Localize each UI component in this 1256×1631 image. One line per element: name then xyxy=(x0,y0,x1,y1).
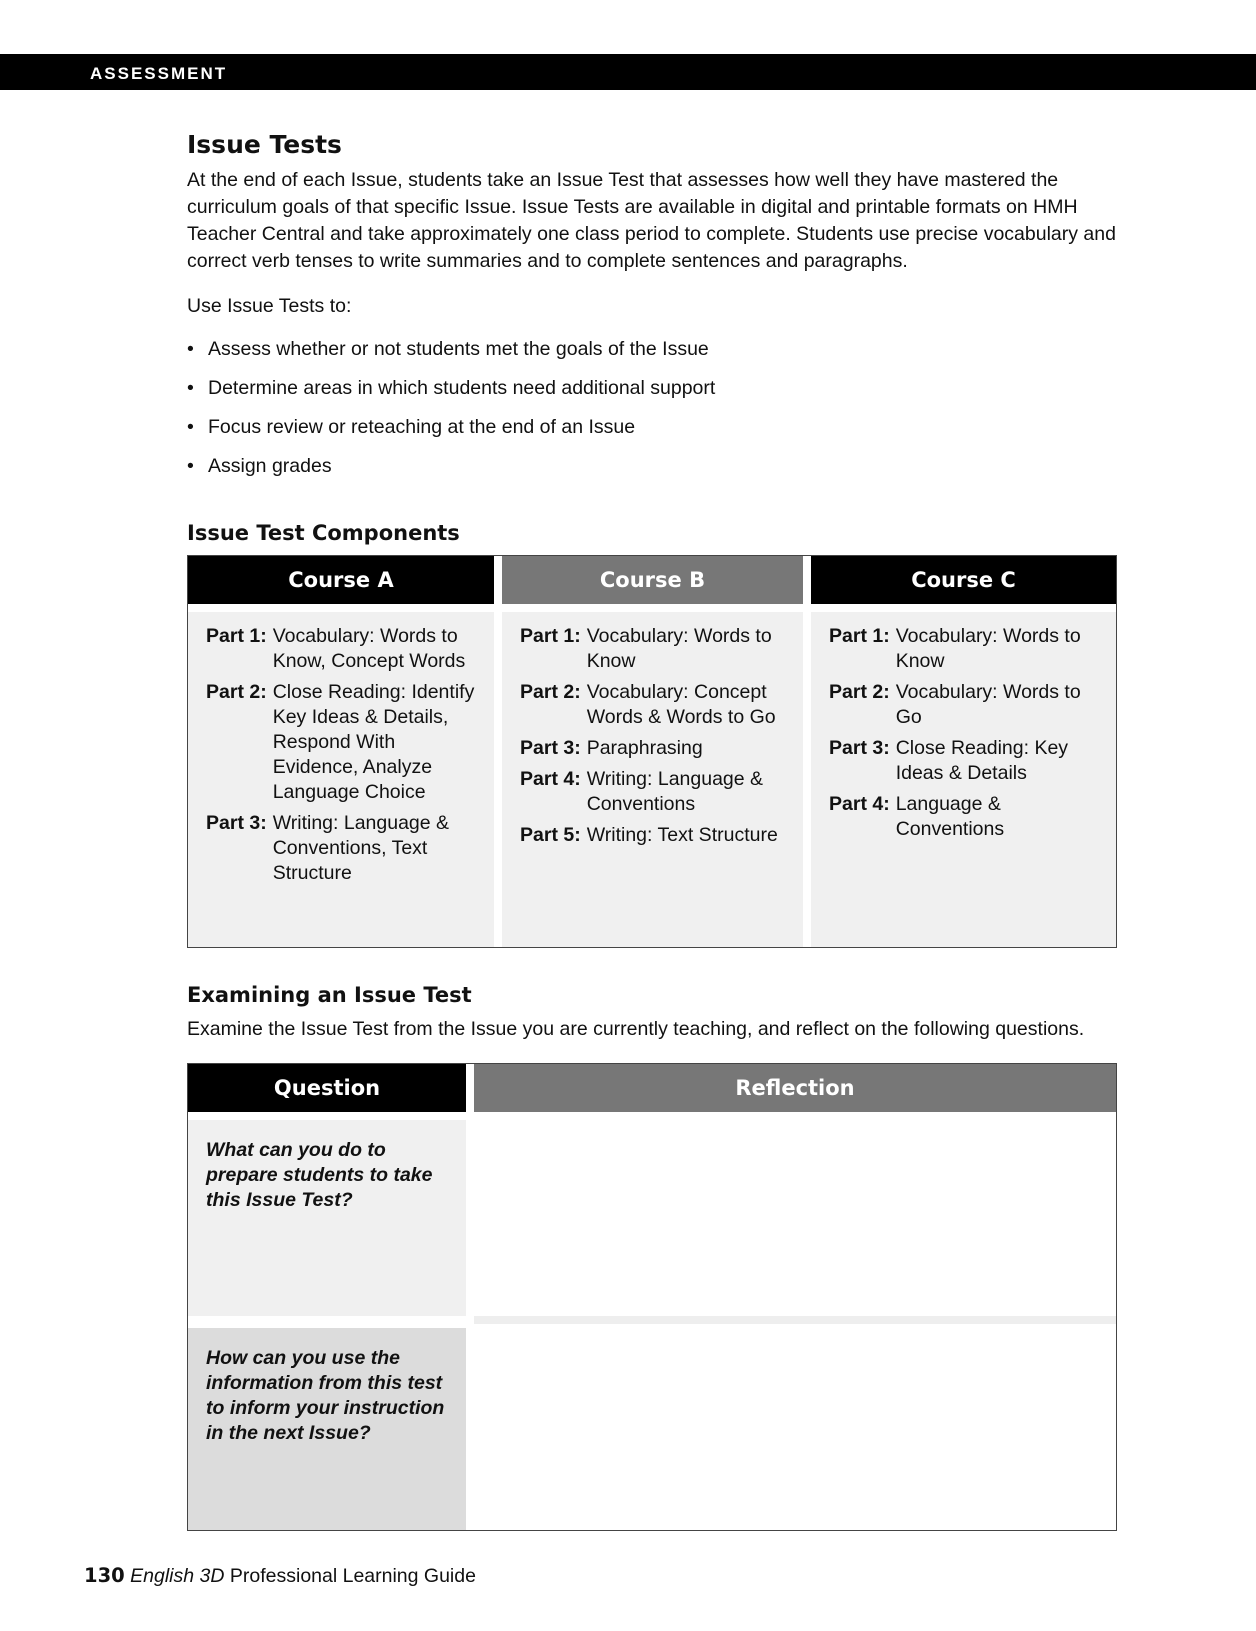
reflection-cell xyxy=(466,1112,1116,1316)
components-table xyxy=(187,555,1117,948)
course-part: Part 1: Vocabulary: Words to Know xyxy=(829,625,1081,672)
course-part: Part 1: Vocabulary: Words to Know, Concept Words xyxy=(206,625,466,672)
course-a-parts xyxy=(188,612,494,947)
reflection-cell xyxy=(466,1324,1116,1530)
course-part: Part 1: Vocabulary: Words to Know xyxy=(520,625,772,672)
page-footer xyxy=(84,1564,476,1588)
header-bar xyxy=(0,54,1256,90)
course-part: Part 4: Language & Conventions xyxy=(829,793,1005,840)
question-cell: How can you use the information from this test to inform your instruction in the next Issue? xyxy=(188,1328,466,1530)
list-item: • Assign grades xyxy=(187,453,1117,480)
question-cell: What can you do to prepare students to take this Issue Test? xyxy=(188,1120,466,1316)
bullet-icon: • xyxy=(187,416,194,438)
row-divider xyxy=(474,1316,1116,1324)
course-part: Part 3: Writing: Language & Conventions, Text Structure xyxy=(206,812,450,884)
intro-section xyxy=(187,130,1117,492)
book-title: English 3D xyxy=(130,1565,225,1587)
components-title: Issue Test Components xyxy=(187,521,460,545)
question-header: Question xyxy=(188,1064,466,1112)
page-number: 130 xyxy=(84,1564,125,1587)
list-item: • Determine areas in which students need additional support xyxy=(187,375,1117,402)
course-part: Part 2: Vocabulary: Words to Go xyxy=(829,681,1081,728)
course-b-column xyxy=(502,556,803,947)
course-a-column xyxy=(188,556,494,947)
examining-text: Examine the Issue Test from the Issue you are currently teaching, and reflect on the following questions. xyxy=(187,1018,1085,1040)
bullet-icon: • xyxy=(187,455,194,477)
section-label: ASSESSMENT xyxy=(90,64,228,83)
course-part: Part 3: Paraphrasing xyxy=(520,737,703,759)
list-item: • Focus review or reteaching at the end of an Issue xyxy=(187,414,1117,441)
course-part: Part 4: Writing: Language & Conventions xyxy=(520,768,764,815)
course-part: Part 2: Vocabulary: Concept Words & Words to Go xyxy=(520,681,776,728)
course-c-header: Course C xyxy=(811,556,1116,604)
bullet-list xyxy=(187,336,1117,480)
guide-title: Professional Learning Guide xyxy=(229,1565,476,1587)
bullet-icon: • xyxy=(187,377,194,399)
course-part: Part 5: Writing: Text Structure xyxy=(520,824,778,846)
course-part: Part 2: Close Reading: Identify Key Ideas & Details, Respond With Evidence, Analyze Language Choice xyxy=(206,681,475,803)
use-text: Use Issue Tests to: xyxy=(187,295,352,317)
examining-title: Examining an Issue Test xyxy=(187,983,472,1007)
reflection-table xyxy=(187,1063,1117,1531)
course-part: Part 3: Close Reading: Key Ideas & Details xyxy=(829,737,1069,784)
bullet-icon: • xyxy=(187,338,194,360)
intro-paragraph: At the end of each Issue, students take an Issue Test that assesses how well they have mastered the curriculum goals of that specific Issue. Issue Tests are available in digital and printable formats on HMH Teacher Central and take approximately one class period to complete. Students use precise vocabulary and correct verb tenses to write summaries and to complete sentences and paragraphs. xyxy=(187,169,1116,272)
list-item: • Assess whether or not students met the goals of the Issue xyxy=(187,336,1117,363)
reflection-header: Reflection xyxy=(474,1064,1116,1112)
page-title: Issue Tests xyxy=(187,130,342,159)
course-b-header: Course B xyxy=(502,556,803,604)
course-b-parts xyxy=(502,612,803,947)
course-c-column xyxy=(811,556,1116,947)
course-a-header: Course A xyxy=(188,556,494,604)
course-c-parts xyxy=(811,612,1116,947)
